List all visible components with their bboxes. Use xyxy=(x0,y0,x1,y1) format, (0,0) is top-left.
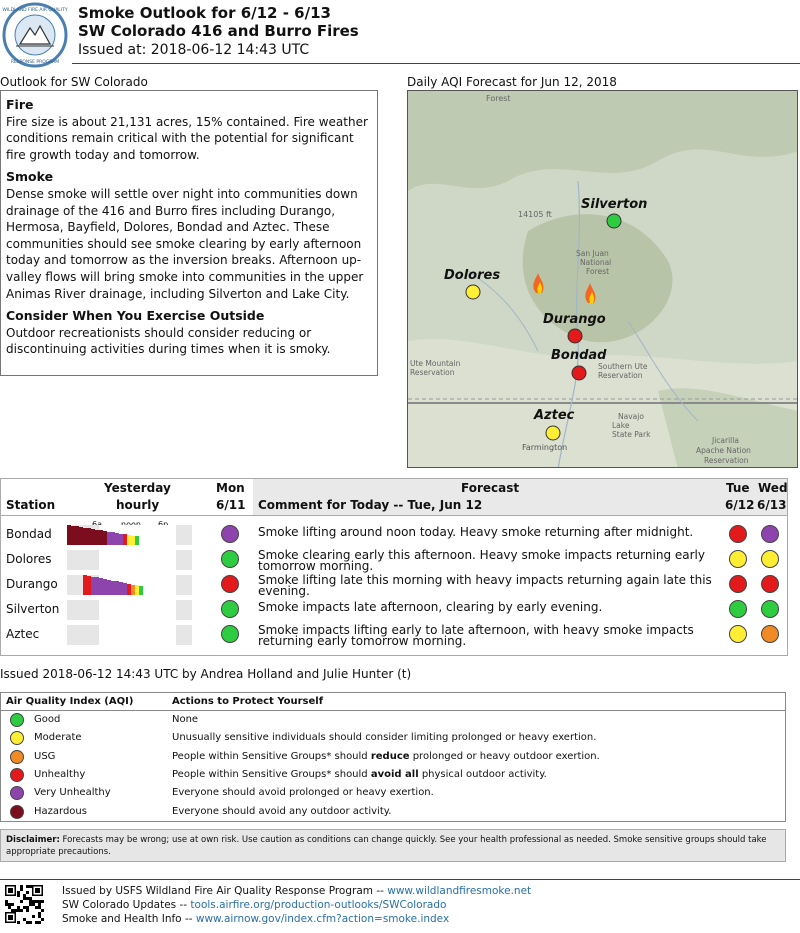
station-name: Bondad xyxy=(6,527,52,541)
map-place-aztec: Aztec xyxy=(534,408,575,423)
svg-text:Forest: Forest xyxy=(586,267,610,276)
aqi-forecast-map[interactable] xyxy=(407,90,798,468)
map-label-forest: Forest xyxy=(486,94,511,103)
map-place-bondad: Bondad xyxy=(551,348,607,363)
svg-text:Apache Nation: Apache Nation xyxy=(696,446,751,455)
col-mon-date: 6/11 xyxy=(216,498,246,512)
map-dot-durango xyxy=(568,329,582,343)
disclaimer-label: Disclaimer: xyxy=(6,835,60,845)
hourly-bar xyxy=(135,536,139,545)
aqi-level-action: None xyxy=(172,714,199,725)
aqi-level-action: Unusually sensitive individuals should consider limiting prolonged or heavy exertion. xyxy=(172,732,597,744)
col-mon: Mon xyxy=(216,481,245,495)
wed-aqi-dot xyxy=(761,525,779,543)
footer-line2: SW Colorado Updates -- xyxy=(62,899,191,911)
footer-link-swcolorado[interactable]: tools.airfire.org/production-outlooks/SWColorado xyxy=(190,899,447,911)
aqi-level-dot xyxy=(10,731,24,745)
aqi-level-dot xyxy=(10,713,24,727)
aqi-level-dot xyxy=(10,805,24,819)
disclaimer-text: Forecasts may be wrong; use at own risk. Use caution as conditions can change quickly. See your health professional as needed. Smoke sensitive groups should take appropriate precautions. xyxy=(6,835,767,857)
svg-text:Lake: Lake xyxy=(612,421,630,430)
station-name: Silverton xyxy=(6,602,60,616)
svg-text:Reservation: Reservation xyxy=(704,456,749,465)
aqi-level-dot xyxy=(10,786,24,800)
hourly-sparkline xyxy=(67,625,192,645)
mon-aqi-dot xyxy=(221,550,239,568)
map-dot-silverton xyxy=(607,214,621,228)
mon-aqi-dot xyxy=(221,575,239,593)
forecast-comment: Smoke lifting late this morning with heavy impacts returning again late this evening. xyxy=(258,573,712,598)
aqi-level-action: People within Sensitive Groups* should avoid all physical outdoor activity. xyxy=(172,768,547,780)
map-place-dolores: Dolores xyxy=(444,268,501,283)
map-dot-aztec xyxy=(546,426,560,440)
footer-line1: Issued by USFS Wildland Fire Air Quality Response Program -- xyxy=(62,885,388,897)
svg-text:Ute Mountain: Ute Mountain xyxy=(410,359,461,368)
mon-aqi-dot xyxy=(221,625,239,643)
program-logo xyxy=(2,2,68,68)
svg-text:RESPONSE PROGRAM: RESPONSE PROGRAM xyxy=(10,60,60,65)
outlook-label: Outlook for SW Colorado xyxy=(0,75,148,89)
hourly-sparkline xyxy=(67,525,192,545)
aqi-level-action: People within Sensitive Groups* should reduce prolonged or heavy outdoor exertion. xyxy=(172,750,600,762)
aqi-level-name: Very Unhealthy xyxy=(34,787,111,799)
wed-aqi-dot xyxy=(761,575,779,593)
wed-aqi-dot xyxy=(761,600,779,618)
col-wed: Wed xyxy=(758,481,788,495)
footer xyxy=(62,884,531,926)
hourly-sparkline xyxy=(67,600,192,620)
exercise-text: Outdoor recreationists should consider reducing or discontinuing activities during times when it is smoky. xyxy=(6,325,331,357)
mon-aqi-dot xyxy=(221,600,239,618)
aqi-level-name: Unhealthy xyxy=(34,768,86,780)
footer-divider xyxy=(0,879,800,880)
col-forecast: Forecast xyxy=(461,481,520,495)
svg-text:Jicarilla: Jicarilla xyxy=(712,436,739,445)
page-subtitle: SW Colorado 416 and Burro Fires xyxy=(78,22,359,40)
footer-link-wildlandfiresmoke[interactable]: www.wildlandfiresmoke.net xyxy=(387,885,532,897)
col-comment: Comment for Today -- Tue, Jun 12 xyxy=(258,498,483,512)
svg-text:Reservation: Reservation xyxy=(410,368,455,377)
col-station: Station xyxy=(6,498,56,512)
map-place-durango: Durango xyxy=(543,312,606,327)
tue-aqi-dot xyxy=(729,575,747,593)
forecast-comment: Smoke impacts late afternoon, clearing by early evening. xyxy=(258,600,603,614)
col-tue-date: 6/12 xyxy=(725,498,755,512)
aqi-legend xyxy=(0,692,786,822)
header-divider xyxy=(72,63,800,64)
svg-text:Reservation: Reservation xyxy=(598,371,643,380)
aqi-level-dot xyxy=(10,750,24,764)
map-dot-dolores xyxy=(466,285,480,299)
aqi-level-name: Hazardous xyxy=(34,805,87,817)
qr-code xyxy=(4,884,44,924)
aqi-col-actions: Actions to Protect Yourself xyxy=(172,696,324,707)
svg-text:WILDLAND FIRE AIR QUALITY: WILDLAND FIRE AIR QUALITY xyxy=(2,8,68,13)
station-name: Aztec xyxy=(6,627,40,641)
forecast-comment: Smoke impacts lifting early to late afternoon, with heavy smoke impacts returning early tomorrow morning. xyxy=(258,623,694,648)
fire-heading: Fire xyxy=(6,97,34,112)
map-dot-bondad xyxy=(572,366,586,380)
svg-text:National: National xyxy=(580,258,612,267)
svg-text:San Juan: San Juan xyxy=(576,249,609,258)
hourly-sparkline xyxy=(67,550,192,570)
hourly-sparkline xyxy=(67,575,192,595)
map-label-peak: 14105 ft xyxy=(518,210,552,219)
col-yesterday: Yesterday xyxy=(104,481,171,495)
svg-text:Navajo: Navajo xyxy=(618,412,644,421)
station-name: Dolores xyxy=(6,552,52,566)
exercise-heading: Consider When You Exercise Outside xyxy=(6,308,265,324)
map-place-silverton: Silverton xyxy=(581,197,648,212)
forecast-comment: Smoke lifting around noon today. Heavy smoke returning after midnight. xyxy=(258,525,694,539)
outlook-panel xyxy=(0,90,378,376)
aqi-level-name: Moderate xyxy=(34,732,82,744)
aqi-level-name: Good xyxy=(34,714,61,725)
mon-aqi-dot xyxy=(221,525,239,543)
hourly-bar xyxy=(139,586,143,595)
col-wed-date: 6/13 xyxy=(757,498,787,512)
forecast-comment: Smoke clearing early this afternoon. Heavy smoke impacts returning early tomorrow morning. xyxy=(258,548,705,573)
aqi-level-name: USG xyxy=(34,750,56,762)
aqi-level-dot xyxy=(10,768,24,782)
forecast-table xyxy=(0,478,788,656)
col-hourly: hourly xyxy=(116,498,160,512)
map-label-farmington: Farmington xyxy=(522,443,568,452)
smoke-heading: Smoke xyxy=(6,169,54,185)
station-name: Durango xyxy=(6,577,58,591)
svg-text:State Park: State Park xyxy=(612,430,651,439)
svg-text:Southern Ute: Southern Ute xyxy=(598,362,648,371)
disclaimer xyxy=(0,829,786,862)
issued-by: Issued 2018-06-12 14:43 UTC by Andrea Holland and Julie Hunter (t) xyxy=(0,667,412,681)
footer-line3: Smoke and Health Info -- xyxy=(62,913,196,925)
fire-text: Fire size is about 21,131 acres, 15% contained. Fire weather conditions remain critical with the potential for significant fire growth today and tomorrow. xyxy=(6,114,368,162)
tue-aqi-dot xyxy=(729,525,747,543)
wed-aqi-dot xyxy=(761,550,779,568)
aqi-level-action: Everyone should avoid any outdoor activity. xyxy=(172,805,392,817)
smoke-text: Dense smoke will settle over night into communities down drainage of the 416 and Burro fires including Durango, Hermosa, Bayfield, Dolores, Bondad and Aztec. These communities should see smoke clearing by early afternoon today and tomorrow as the inversion breaks. Afternoon up-valley flows will bring smoke into communities in the upper Animas River drainage, including Silverton and Lake City. xyxy=(6,186,364,301)
footer-link-airnow[interactable]: www.airnow.gov/index.cfm?action=smoke.index xyxy=(195,913,450,925)
wed-aqi-dot xyxy=(761,625,779,643)
aqi-col-index: Air Quality Index (AQI) xyxy=(6,696,134,707)
tue-aqi-dot xyxy=(729,550,747,568)
tue-aqi-dot xyxy=(729,625,747,643)
map-label: Daily AQI Forecast for Jun 12, 2018 xyxy=(407,75,617,89)
aqi-level-action: Everyone should avoid prolonged or heavy exertion. xyxy=(172,787,434,799)
issued-timestamp: Issued at: 2018-06-12 14:43 UTC xyxy=(78,42,310,58)
tue-aqi-dot xyxy=(729,600,747,618)
col-tue: Tue xyxy=(726,481,750,495)
page-title: Smoke Outlook for 6/12 - 6/13 xyxy=(78,4,331,22)
